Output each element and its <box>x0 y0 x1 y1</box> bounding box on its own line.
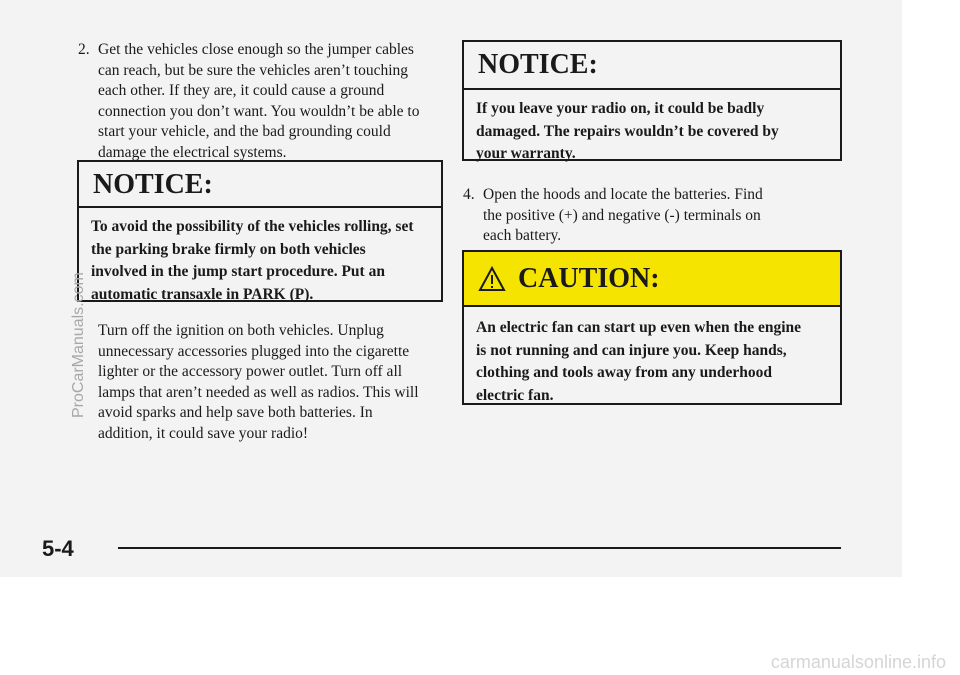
caution-line: is not running and can injure you. Keep hands, <box>476 341 787 359</box>
notice-line: If you leave your radio on, it could be badly <box>476 100 765 117</box>
step-line: each other. If they are, it could cause a ground <box>98 82 385 99</box>
notice-box-radio <box>462 40 842 161</box>
step-line: damage the electrical systems. <box>98 143 287 161</box>
caution-line: clothing and tools away from any underhood <box>476 364 772 381</box>
caution-title: CAUTION: <box>518 262 660 294</box>
step-line: lamps that aren’t needed as well as radios. This will <box>98 383 419 401</box>
caution-header <box>464 252 840 307</box>
step-line: Get the vehicles close enough so the jumper cables <box>98 41 414 58</box>
step-line: start your vehicle, and the bad grounding could <box>98 123 391 140</box>
step-number: 2. <box>78 41 90 58</box>
step-line: can reach, but be sure the vehicles aren’t touching <box>98 61 409 79</box>
notice-line: your warranty. <box>476 145 576 162</box>
footer-divider <box>118 547 841 549</box>
notice-line: automatic transaxle in PARK (P). <box>91 285 314 303</box>
notice-line: damaged. The repairs wouldn’t be covered by <box>476 122 779 140</box>
notice-line: the parking brake firmly on both vehicles <box>91 240 366 258</box>
notice-line: involved in the jump start procedure. Put an <box>91 263 385 280</box>
step-line: addition, it could save your radio! <box>98 424 309 442</box>
warning-triangle-icon <box>478 266 506 292</box>
notice-title: NOTICE: <box>79 162 441 208</box>
step-line: each battery. <box>483 227 562 244</box>
caution-line: electric fan. <box>476 386 554 404</box>
step-line: avoid sparks and help save both batteries. In <box>98 404 373 421</box>
caution-box-electric-fan <box>462 250 842 405</box>
notice-box-parking-brake <box>77 160 443 302</box>
caution-line: An electric fan can start up even when the engine <box>476 319 802 336</box>
step-line: unnecessary accessories plugged into the cigarette <box>98 342 410 360</box>
notice-title: NOTICE: <box>464 42 840 90</box>
step-line: Turn off the ignition on both vehicles. Unplug <box>98 322 384 339</box>
page-number: 5-4 <box>42 536 74 561</box>
site-watermark: carmanualsonline.info <box>770 652 946 672</box>
step-line: Open the hoods and locate the batteries. Find <box>483 186 763 203</box>
step-line: connection you don’t want. You wouldn’t be able to <box>98 102 420 120</box>
step-line: the positive (+) and negative (-) terminals on <box>483 206 761 224</box>
notice-line: To avoid the possibility of the vehicles rolling, set <box>91 218 414 235</box>
watermark: ProCarManuals.com <box>70 272 87 418</box>
step-line: lighter or the accessory power outlet. Turn off all <box>98 363 403 380</box>
step-number: 4. <box>463 186 475 203</box>
